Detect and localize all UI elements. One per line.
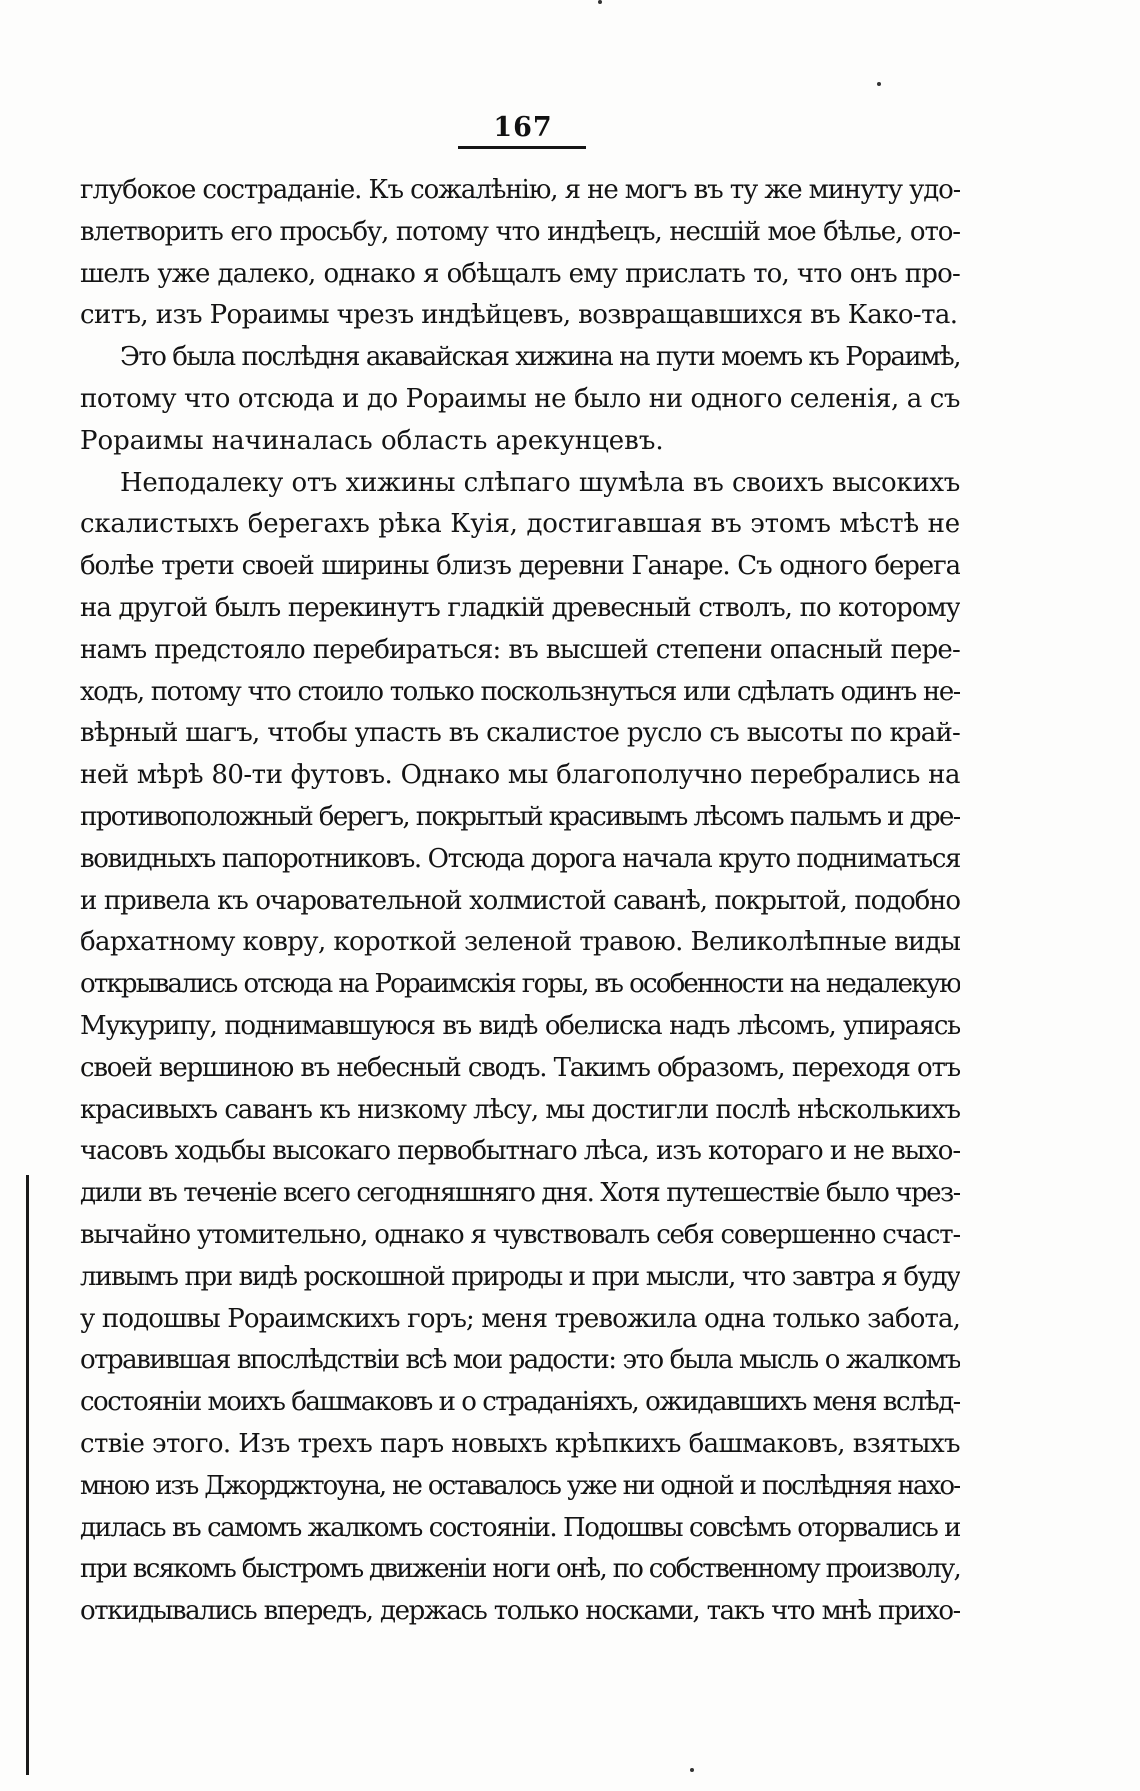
text-line: дили въ теченіе всего сегодняшняго дня. Хотя путешествіе было чрез- — [80, 1178, 960, 1209]
text-line: красивыхъ саванъ къ низкому лѣсу, мы достигли послѣ нѣсколькихъ — [80, 1094, 960, 1125]
text-line: скалистыхъ берегахъ рѣка Куія, достигавшая въ этомъ мѣстѣ не — [80, 509, 960, 540]
text-line: ствіе этого. Изъ трехъ паръ новыхъ крѣпкихъ башмаковъ, взятыхъ — [80, 1428, 960, 1459]
text-line: состояніи моихъ башмаковъ и о страданіяхъ, ожидавшихъ меня вслѣд- — [80, 1387, 960, 1418]
text-line: вовидныхъ папоротниковъ. Отсюда дорога начала круто подниматься — [80, 843, 960, 874]
text-line: Рораимы начиналась область арекунцевъ. — [80, 425, 664, 456]
text-line: на другой былъ перекинутъ гладкій древесный стволъ, по которому — [80, 592, 960, 623]
text-line: ней мѣрѣ 80-ти футовъ. Однако мы благополучно перебрались на — [80, 760, 960, 791]
text-line: ходъ, потому что стоило только поскользнуться или сдѣлать одинъ не- — [80, 676, 960, 707]
text-line: и привела къ очаровательной холмистой саванѣ, покрытой, подобно — [80, 885, 960, 916]
text-line: отравившая впослѣдствіи всѣ мои радости: это была мысль о жалкомъ — [80, 1345, 960, 1376]
text-line: ливымъ при видѣ роскошной природы и при мысли, что завтра я буду — [80, 1261, 960, 1292]
text-line: Неподалеку отъ хижины слѣпаго шумѣла въ своихъ высокихъ — [120, 467, 960, 498]
text-line: влетворить его просьбу, потому что индѣецъ, несшій мое бѣлье, ото- — [80, 216, 960, 247]
text-line: противоположный берегъ, покрытый красивымъ лѣсомъ пальмъ и дре- — [80, 801, 960, 832]
text-line: глубокое состраданіе. Къ сожалѣнію, я не могъ въ ту же минуту удо- — [80, 175, 960, 205]
text-line: своей вершиною въ небесный сводъ. Такимъ образомъ, переходя отъ — [80, 1052, 960, 1083]
page-number: 167 — [493, 112, 553, 143]
text-line: Это была послѣдня акавайская хижина на пути моемъ къ Рораимѣ, — [120, 342, 960, 373]
text-line: болѣе трети своей ширины близъ деревни Ганаре. Съ одного берега — [80, 551, 960, 582]
scan-speck — [598, 0, 602, 4]
text-line: потому что отсюда и до Рораимы не было ни одного селенія, а съ — [80, 383, 960, 414]
page-number-rule — [458, 146, 586, 149]
body-text — [80, 170, 960, 1633]
text-line: открывались отсюда на Рораимскія горы, въ особенности на недалекую — [80, 969, 960, 1000]
text-line: шелъ уже далеко, однако я обѣщалъ ему прислать то, что онъ про- — [80, 258, 960, 289]
scan-speck — [877, 82, 881, 86]
text-line: мною изъ Джорджтоуна, не оставалось уже ни одной и послѣдняя нахо- — [80, 1470, 960, 1501]
text-line: у подошвы Рораимскихъ горъ; меня тревожила одна только забота, — [80, 1303, 960, 1334]
scan-margin-mark — [26, 1175, 29, 1775]
text-line: дилась въ самомъ жалкомъ состояніи. Подошвы совсѣмъ оторвались и — [80, 1512, 960, 1543]
text-line: часовъ ходьбы высокаго первобытнаго лѣса, изъ котораго и не выхо- — [80, 1136, 960, 1167]
text-line: при всякомъ быстромъ движеніи ноги онѣ, по собственному произволу, — [80, 1554, 960, 1585]
text-line: намъ предстояло перебираться: въ высшей степени опасный пере- — [80, 634, 960, 665]
text-line: Мукурипу, поднимавшуюся въ видѣ обелиска надъ лѣсомъ, упираясь — [80, 1010, 960, 1041]
text-line: вычайно утомительно, однако я чувствовалъ себя совершенно счаст- — [80, 1219, 960, 1250]
text-line: ситъ, изъ Рораимы чрезъ индѣйцевъ, возвращавшихся въ Како-та. — [80, 300, 958, 331]
text-line: бархатному ковру, короткой зеленой травою. Великолѣпные виды — [80, 927, 960, 958]
text-line: вѣрный шагъ, чтобы упасть въ скалистое русло съ высоты по край- — [80, 718, 960, 749]
text-line: откидывались впередъ, держась только носками, такъ что мнѣ прихо- — [80, 1596, 960, 1627]
scan-speck — [690, 1768, 694, 1772]
